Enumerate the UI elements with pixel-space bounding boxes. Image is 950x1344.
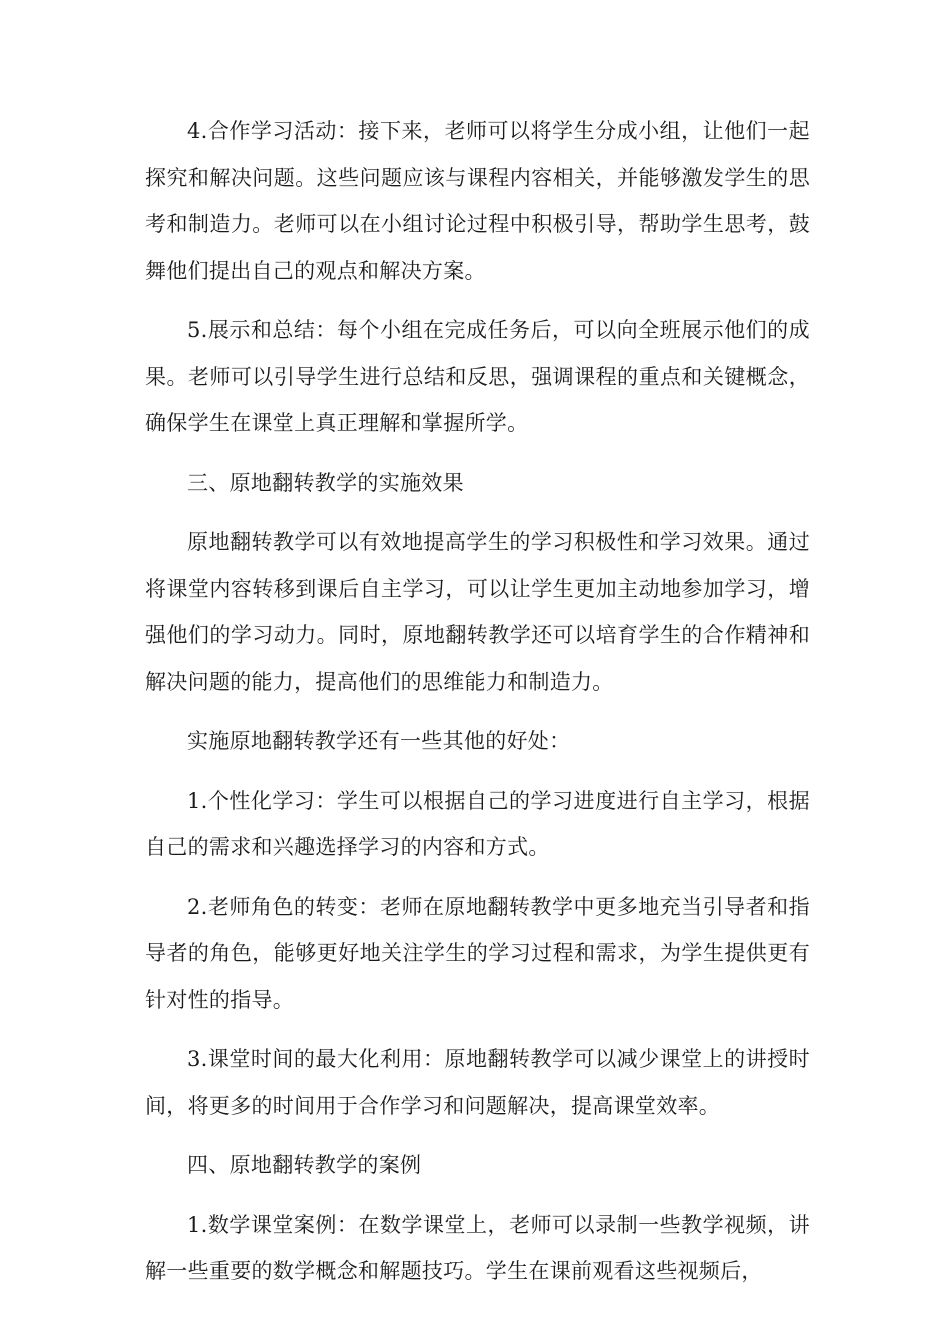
paragraph-cooperative-learning: 4.合作学习活动：接下来，老师可以将学生分成小组，让他们一起探究和解决问题。这些问题应该与课程内容相关，并能够激发学生的思考和制造力。老师可以在小组讨论过程中积极引导，帮助学生思考，鼓舞他们提出自己的观点和解决方案。: [145, 119, 810, 283]
paragraph-effects: 原地翻转教学可以有效地提高学生的学习积极性和学习效果。通过将课堂内容转移到课后自主学习，可以让学生更加主动地参加学习，增强他们的学习动力。同时，原地翻转教学还可以培育学生的合作精神和解决问题的能力，提高他们的思维能力和制造力。: [145, 530, 810, 694]
document-body: [145, 108, 810, 1308]
paragraph-math-case: 1.数学课堂案例：在数学课堂上，老师可以录制一些教学视频，讲解一些重要的数学概念和解题技巧。学生在课前观看这些视频后，: [145, 1212, 810, 1283]
paragraph-other-benefits: 实施原地翻转教学还有一些其他的好处：: [187, 729, 571, 753]
paragraph-personalized-learning: 1.个性化学习：学生可以根据自己的学习进度进行自主学习，根据自己的需求和兴趣选择学习的内容和方式。: [145, 788, 810, 859]
section-heading-effects: 三、原地翻转教学的实施效果: [187, 470, 464, 495]
paragraph-teacher-role: 2.老师角色的转变：老师在原地翻转教学中更多地充当引导者和指导者的角色，能够更好地关注学生的学习过程和需求，为学生提供更有针对性的指导。: [145, 894, 810, 1012]
paragraph-presentation-summary: 5.展示和总结：每个小组在完成任务后，可以向全班展示他们的成果。老师可以引导学生进行总结和反思，强调课程的重点和关键概念，确保学生在课堂上真正理解和掌握所学。: [145, 318, 810, 435]
section-heading-cases: 四、原地翻转教学的案例: [187, 1153, 422, 1177]
paragraph-class-time: 3.课堂时间的最大化利用：原地翻转教学可以减少课堂上的讲授时间，将更多的时间用于合作学习和问题解决，提高课堂效率。: [145, 1047, 810, 1118]
